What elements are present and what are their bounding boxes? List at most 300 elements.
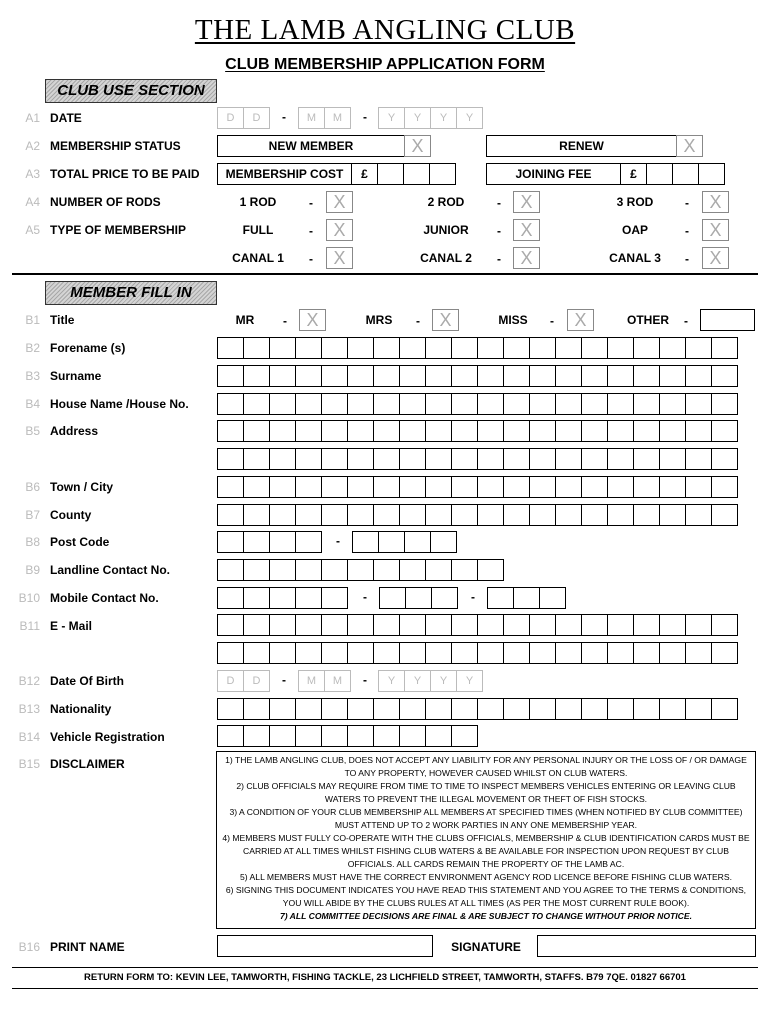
char-cell[interactable] — [555, 420, 582, 442]
mr-checkbox[interactable]: X — [299, 309, 326, 331]
signature-input[interactable] — [537, 935, 756, 957]
char-cell[interactable] — [399, 504, 426, 526]
char-cell[interactable] — [529, 365, 556, 387]
date-year-cell[interactable]: Y — [430, 107, 457, 129]
char-cell[interactable] — [685, 448, 712, 470]
town-city-input[interactable] — [217, 476, 738, 498]
char-cell[interactable] — [269, 587, 296, 609]
char-cell[interactable] — [503, 365, 530, 387]
char-cell[interactable] — [685, 698, 712, 720]
char-cell[interactable] — [373, 614, 400, 636]
char-cell[interactable] — [581, 476, 608, 498]
char-cell[interactable] — [451, 365, 478, 387]
char-cell[interactable] — [451, 420, 478, 442]
char-cell[interactable] — [633, 476, 660, 498]
char-cell[interactable] — [243, 504, 270, 526]
char-cell[interactable] — [659, 448, 686, 470]
char-cell[interactable] — [373, 337, 400, 359]
char-cell[interactable] — [451, 337, 478, 359]
char-cell[interactable] — [659, 420, 686, 442]
char-cell[interactable] — [399, 337, 426, 359]
char-cell[interactable] — [529, 504, 556, 526]
full-checkbox[interactable]: X — [326, 219, 353, 241]
char-cell[interactable] — [711, 365, 738, 387]
char-cell[interactable] — [425, 337, 452, 359]
char-cell[interactable] — [321, 614, 348, 636]
nationality-input[interactable] — [217, 698, 738, 720]
char-cell[interactable] — [529, 448, 556, 470]
char-cell[interactable] — [295, 642, 322, 664]
char-cell[interactable] — [352, 531, 379, 553]
char-cell[interactable] — [425, 393, 452, 415]
char-cell[interactable] — [477, 365, 504, 387]
char-cell[interactable] — [555, 504, 582, 526]
county-input[interactable] — [217, 504, 738, 526]
char-cell[interactable] — [529, 420, 556, 442]
char-cell[interactable] — [295, 337, 322, 359]
char-cell[interactable] — [529, 642, 556, 664]
dob-year-cell[interactable]: Y — [430, 670, 457, 692]
char-cell[interactable] — [555, 614, 582, 636]
char-cell[interactable] — [477, 559, 504, 581]
char-cell[interactable] — [581, 337, 608, 359]
rod-2-checkbox[interactable]: X — [513, 191, 540, 213]
char-cell[interactable] — [217, 587, 244, 609]
char-cell[interactable] — [685, 393, 712, 415]
char-cell[interactable] — [373, 420, 400, 442]
char-cell[interactable] — [217, 725, 244, 747]
char-cell[interactable] — [321, 448, 348, 470]
char-cell[interactable] — [295, 614, 322, 636]
char-cell[interactable] — [404, 531, 431, 553]
char-cell[interactable] — [269, 698, 296, 720]
char-cell[interactable] — [487, 587, 514, 609]
post-code-part-2[interactable] — [352, 531, 457, 553]
char-cell[interactable] — [672, 163, 699, 185]
canal-1-checkbox[interactable]: X — [326, 247, 353, 269]
char-cell[interactable] — [243, 698, 270, 720]
junior-checkbox[interactable]: X — [513, 219, 540, 241]
char-cell[interactable] — [711, 337, 738, 359]
char-cell[interactable] — [477, 476, 504, 498]
char-cell[interactable] — [295, 725, 322, 747]
char-cell[interactable] — [477, 448, 504, 470]
char-cell[interactable] — [217, 698, 244, 720]
char-cell[interactable] — [451, 476, 478, 498]
char-cell[interactable] — [698, 163, 725, 185]
char-cell[interactable] — [321, 642, 348, 664]
char-cell[interactable] — [477, 420, 504, 442]
date-year-cell[interactable]: Y — [404, 107, 431, 129]
char-cell[interactable] — [711, 476, 738, 498]
char-cell[interactable] — [269, 531, 296, 553]
char-cell[interactable] — [347, 420, 374, 442]
char-cell[interactable] — [425, 476, 452, 498]
joining-fee-input[interactable] — [646, 163, 725, 185]
char-cell[interactable] — [217, 559, 244, 581]
char-cell[interactable] — [295, 476, 322, 498]
char-cell[interactable] — [217, 642, 244, 664]
dob-day-cell[interactable]: D — [217, 670, 244, 692]
char-cell[interactable] — [321, 587, 348, 609]
char-cell[interactable] — [503, 420, 530, 442]
char-cell[interactable] — [451, 725, 478, 747]
char-cell[interactable] — [425, 365, 452, 387]
char-cell[interactable] — [321, 559, 348, 581]
char-cell[interactable] — [685, 365, 712, 387]
char-cell[interactable] — [529, 337, 556, 359]
char-cell[interactable] — [425, 448, 452, 470]
address-line-2-input[interactable] — [217, 448, 738, 470]
char-cell[interactable] — [659, 365, 686, 387]
char-cell[interactable] — [451, 614, 478, 636]
char-cell[interactable] — [243, 559, 270, 581]
date-day-cell[interactable]: D — [243, 107, 270, 129]
char-cell[interactable] — [633, 393, 660, 415]
char-cell[interactable] — [217, 365, 244, 387]
char-cell[interactable] — [217, 504, 244, 526]
char-cell[interactable] — [347, 337, 374, 359]
char-cell[interactable] — [405, 587, 432, 609]
char-cell[interactable] — [243, 420, 270, 442]
other-title-input[interactable] — [700, 309, 755, 331]
mobile-part-2[interactable] — [379, 587, 458, 609]
char-cell[interactable] — [633, 420, 660, 442]
char-cell[interactable] — [477, 642, 504, 664]
char-cell[interactable] — [321, 337, 348, 359]
char-cell[interactable] — [347, 642, 374, 664]
date-month-cell[interactable]: M — [298, 107, 325, 129]
char-cell[interactable] — [269, 504, 296, 526]
char-cell[interactable] — [295, 393, 322, 415]
char-cell[interactable] — [607, 420, 634, 442]
char-cell[interactable] — [321, 476, 348, 498]
char-cell[interactable] — [685, 476, 712, 498]
char-cell[interactable] — [243, 476, 270, 498]
char-cell[interactable] — [425, 420, 452, 442]
char-cell[interactable] — [347, 725, 374, 747]
char-cell[interactable] — [503, 698, 530, 720]
char-cell[interactable] — [399, 725, 426, 747]
char-cell[interactable] — [430, 531, 457, 553]
forename-input[interactable] — [217, 337, 738, 359]
char-cell[interactable] — [555, 337, 582, 359]
char-cell[interactable] — [503, 476, 530, 498]
char-cell[interactable] — [607, 642, 634, 664]
char-cell[interactable] — [425, 725, 452, 747]
char-cell[interactable] — [581, 504, 608, 526]
char-cell[interactable] — [399, 614, 426, 636]
char-cell[interactable] — [269, 642, 296, 664]
char-cell[interactable] — [555, 393, 582, 415]
char-cell[interactable] — [451, 642, 478, 664]
char-cell[interactable] — [607, 393, 634, 415]
char-cell[interactable] — [295, 587, 322, 609]
dob-month-cell[interactable]: M — [324, 670, 351, 692]
char-cell[interactable] — [378, 531, 405, 553]
mrs-checkbox[interactable]: X — [432, 309, 459, 331]
char-cell[interactable] — [217, 476, 244, 498]
char-cell[interactable] — [347, 476, 374, 498]
char-cell[interactable] — [373, 504, 400, 526]
char-cell[interactable] — [373, 476, 400, 498]
char-cell[interactable] — [321, 504, 348, 526]
canal-3-checkbox[interactable]: X — [702, 247, 729, 269]
char-cell[interactable] — [607, 448, 634, 470]
char-cell[interactable] — [217, 531, 244, 553]
char-cell[interactable] — [217, 337, 244, 359]
char-cell[interactable] — [373, 365, 400, 387]
char-cell[interactable] — [243, 365, 270, 387]
char-cell[interactable] — [477, 504, 504, 526]
membership-cost-input[interactable] — [377, 163, 456, 185]
post-code-part-1[interactable] — [217, 531, 322, 553]
char-cell[interactable] — [425, 559, 452, 581]
char-cell[interactable] — [659, 504, 686, 526]
char-cell[interactable] — [607, 698, 634, 720]
char-cell[interactable] — [373, 642, 400, 664]
char-cell[interactable] — [659, 614, 686, 636]
char-cell[interactable] — [581, 365, 608, 387]
char-cell[interactable] — [711, 504, 738, 526]
char-cell[interactable] — [243, 725, 270, 747]
char-cell[interactable] — [451, 393, 478, 415]
char-cell[interactable] — [607, 365, 634, 387]
char-cell[interactable] — [633, 504, 660, 526]
char-cell[interactable] — [295, 504, 322, 526]
oap-checkbox[interactable]: X — [702, 219, 729, 241]
char-cell[interactable] — [529, 698, 556, 720]
char-cell[interactable] — [633, 698, 660, 720]
char-cell[interactable] — [685, 614, 712, 636]
dob-year-cell[interactable]: Y — [404, 670, 431, 692]
char-cell[interactable] — [503, 504, 530, 526]
char-cell[interactable] — [451, 504, 478, 526]
char-cell[interactable] — [477, 337, 504, 359]
char-cell[interactable] — [659, 642, 686, 664]
char-cell[interactable] — [451, 698, 478, 720]
char-cell[interactable] — [581, 698, 608, 720]
char-cell[interactable] — [269, 476, 296, 498]
char-cell[interactable] — [555, 642, 582, 664]
char-cell[interactable] — [607, 337, 634, 359]
rod-1-checkbox[interactable]: X — [326, 191, 353, 213]
char-cell[interactable] — [503, 614, 530, 636]
char-cell[interactable] — [633, 642, 660, 664]
char-cell[interactable] — [711, 448, 738, 470]
char-cell[interactable] — [659, 698, 686, 720]
char-cell[interactable] — [659, 393, 686, 415]
char-cell[interactable] — [217, 448, 244, 470]
char-cell[interactable] — [217, 420, 244, 442]
char-cell[interactable] — [399, 365, 426, 387]
char-cell[interactable] — [503, 337, 530, 359]
char-cell[interactable] — [581, 614, 608, 636]
char-cell[interactable] — [269, 337, 296, 359]
char-cell[interactable] — [269, 614, 296, 636]
char-cell[interactable] — [431, 587, 458, 609]
landline-input[interactable] — [217, 559, 504, 581]
char-cell[interactable] — [529, 393, 556, 415]
char-cell[interactable] — [711, 642, 738, 664]
char-cell[interactable] — [503, 448, 530, 470]
char-cell[interactable] — [295, 698, 322, 720]
char-cell[interactable] — [243, 642, 270, 664]
char-cell[interactable] — [243, 448, 270, 470]
char-cell[interactable] — [425, 504, 452, 526]
char-cell[interactable] — [321, 698, 348, 720]
char-cell[interactable] — [217, 614, 244, 636]
char-cell[interactable] — [529, 476, 556, 498]
char-cell[interactable] — [295, 531, 322, 553]
type-option-full: FULL — [242, 223, 274, 237]
char-cell[interactable] — [503, 642, 530, 664]
char-cell[interactable] — [399, 642, 426, 664]
date-year-cell[interactable]: Y — [378, 107, 405, 129]
char-cell[interactable] — [425, 642, 452, 664]
char-cell[interactable] — [711, 393, 738, 415]
char-cell[interactable] — [321, 420, 348, 442]
char-cell[interactable] — [659, 337, 686, 359]
dob-month-cell[interactable]: M — [298, 670, 325, 692]
char-cell[interactable] — [269, 365, 296, 387]
char-cell[interactable] — [295, 559, 322, 581]
char-cell[interactable] — [555, 476, 582, 498]
char-cell[interactable] — [269, 393, 296, 415]
char-cell[interactable] — [295, 448, 322, 470]
char-cell[interactable] — [399, 448, 426, 470]
char-cell[interactable] — [581, 393, 608, 415]
print-name-input[interactable] — [217, 935, 433, 957]
char-cell[interactable] — [451, 559, 478, 581]
char-cell[interactable] — [321, 365, 348, 387]
char-cell[interactable] — [477, 614, 504, 636]
char-cell[interactable] — [513, 587, 540, 609]
char-cell[interactable] — [269, 420, 296, 442]
char-cell[interactable] — [321, 393, 348, 415]
vehicle-registration-input[interactable] — [217, 725, 478, 747]
char-cell[interactable] — [555, 698, 582, 720]
dob-day-cell[interactable]: D — [243, 670, 270, 692]
char-cell[interactable] — [711, 420, 738, 442]
char-cell[interactable] — [477, 698, 504, 720]
date-day-cell[interactable]: D — [217, 107, 244, 129]
address-line-1-input[interactable] — [217, 420, 738, 442]
dob-year-cell[interactable]: Y — [378, 670, 405, 692]
char-cell[interactable] — [607, 476, 634, 498]
char-cell[interactable] — [477, 393, 504, 415]
char-cell[interactable] — [529, 614, 556, 636]
char-cell[interactable] — [659, 476, 686, 498]
char-cell[interactable] — [347, 448, 374, 470]
char-cell[interactable] — [503, 393, 530, 415]
rod-3-checkbox[interactable]: X — [702, 191, 729, 213]
mobile-part-1[interactable] — [217, 587, 348, 609]
char-cell[interactable] — [217, 393, 244, 415]
char-cell[interactable] — [555, 448, 582, 470]
char-cell[interactable] — [646, 163, 673, 185]
char-cell[interactable] — [347, 614, 374, 636]
char-cell[interactable] — [607, 504, 634, 526]
char-cell[interactable] — [685, 642, 712, 664]
char-cell[interactable] — [295, 420, 322, 442]
char-cell[interactable] — [269, 725, 296, 747]
char-cell[interactable] — [377, 163, 404, 185]
char-cell[interactable] — [373, 393, 400, 415]
char-cell[interactable] — [373, 698, 400, 720]
char-cell[interactable] — [243, 337, 270, 359]
label-county: County — [50, 508, 92, 522]
char-cell[interactable] — [321, 725, 348, 747]
char-cell[interactable] — [425, 614, 452, 636]
char-cell[interactable] — [269, 448, 296, 470]
char-cell[interactable] — [347, 698, 374, 720]
char-cell[interactable] — [269, 559, 296, 581]
char-cell[interactable] — [711, 614, 738, 636]
date-month-cell[interactable]: M — [324, 107, 351, 129]
char-cell[interactable] — [399, 698, 426, 720]
char-cell[interactable] — [403, 163, 430, 185]
char-cell[interactable] — [633, 365, 660, 387]
char-cell[interactable] — [633, 337, 660, 359]
char-cell[interactable] — [451, 448, 478, 470]
char-cell[interactable] — [685, 504, 712, 526]
char-cell[interactable] — [295, 365, 322, 387]
char-cell[interactable] — [243, 531, 270, 553]
email-line-2-input[interactable] — [217, 642, 738, 664]
house-name-input[interactable] — [217, 393, 738, 415]
char-cell[interactable] — [373, 559, 400, 581]
char-cell[interactable] — [347, 559, 374, 581]
dob-year-cell[interactable]: Y — [456, 670, 483, 692]
char-cell[interactable] — [581, 420, 608, 442]
char-cell[interactable] — [379, 587, 406, 609]
char-cell[interactable] — [429, 163, 456, 185]
char-cell[interactable] — [685, 337, 712, 359]
char-cell[interactable] — [373, 448, 400, 470]
mobile-part-3[interactable] — [487, 587, 566, 609]
char-cell[interactable] — [243, 614, 270, 636]
char-cell[interactable] — [581, 642, 608, 664]
date-year-cell[interactable]: Y — [456, 107, 483, 129]
char-cell[interactable] — [243, 393, 270, 415]
char-cell[interactable] — [399, 559, 426, 581]
renew-checkbox[interactable]: X — [676, 135, 703, 157]
char-cell[interactable] — [373, 725, 400, 747]
char-cell[interactable] — [243, 587, 270, 609]
canal-2-checkbox[interactable]: X — [513, 247, 540, 269]
new-member-checkbox[interactable]: X — [404, 135, 431, 157]
char-cell[interactable] — [399, 420, 426, 442]
char-cell[interactable] — [539, 587, 566, 609]
surname-input[interactable] — [217, 365, 738, 387]
char-cell[interactable] — [607, 614, 634, 636]
char-cell[interactable] — [347, 365, 374, 387]
char-cell[interactable] — [399, 393, 426, 415]
char-cell[interactable] — [581, 448, 608, 470]
miss-checkbox[interactable]: X — [567, 309, 594, 331]
char-cell[interactable] — [633, 448, 660, 470]
char-cell[interactable] — [347, 504, 374, 526]
char-cell[interactable] — [711, 698, 738, 720]
email-line-1-input[interactable] — [217, 614, 738, 636]
char-cell[interactable] — [555, 365, 582, 387]
char-cell[interactable] — [633, 614, 660, 636]
char-cell[interactable] — [685, 420, 712, 442]
char-cell[interactable] — [425, 698, 452, 720]
char-cell[interactable] — [399, 476, 426, 498]
char-cell[interactable] — [347, 393, 374, 415]
